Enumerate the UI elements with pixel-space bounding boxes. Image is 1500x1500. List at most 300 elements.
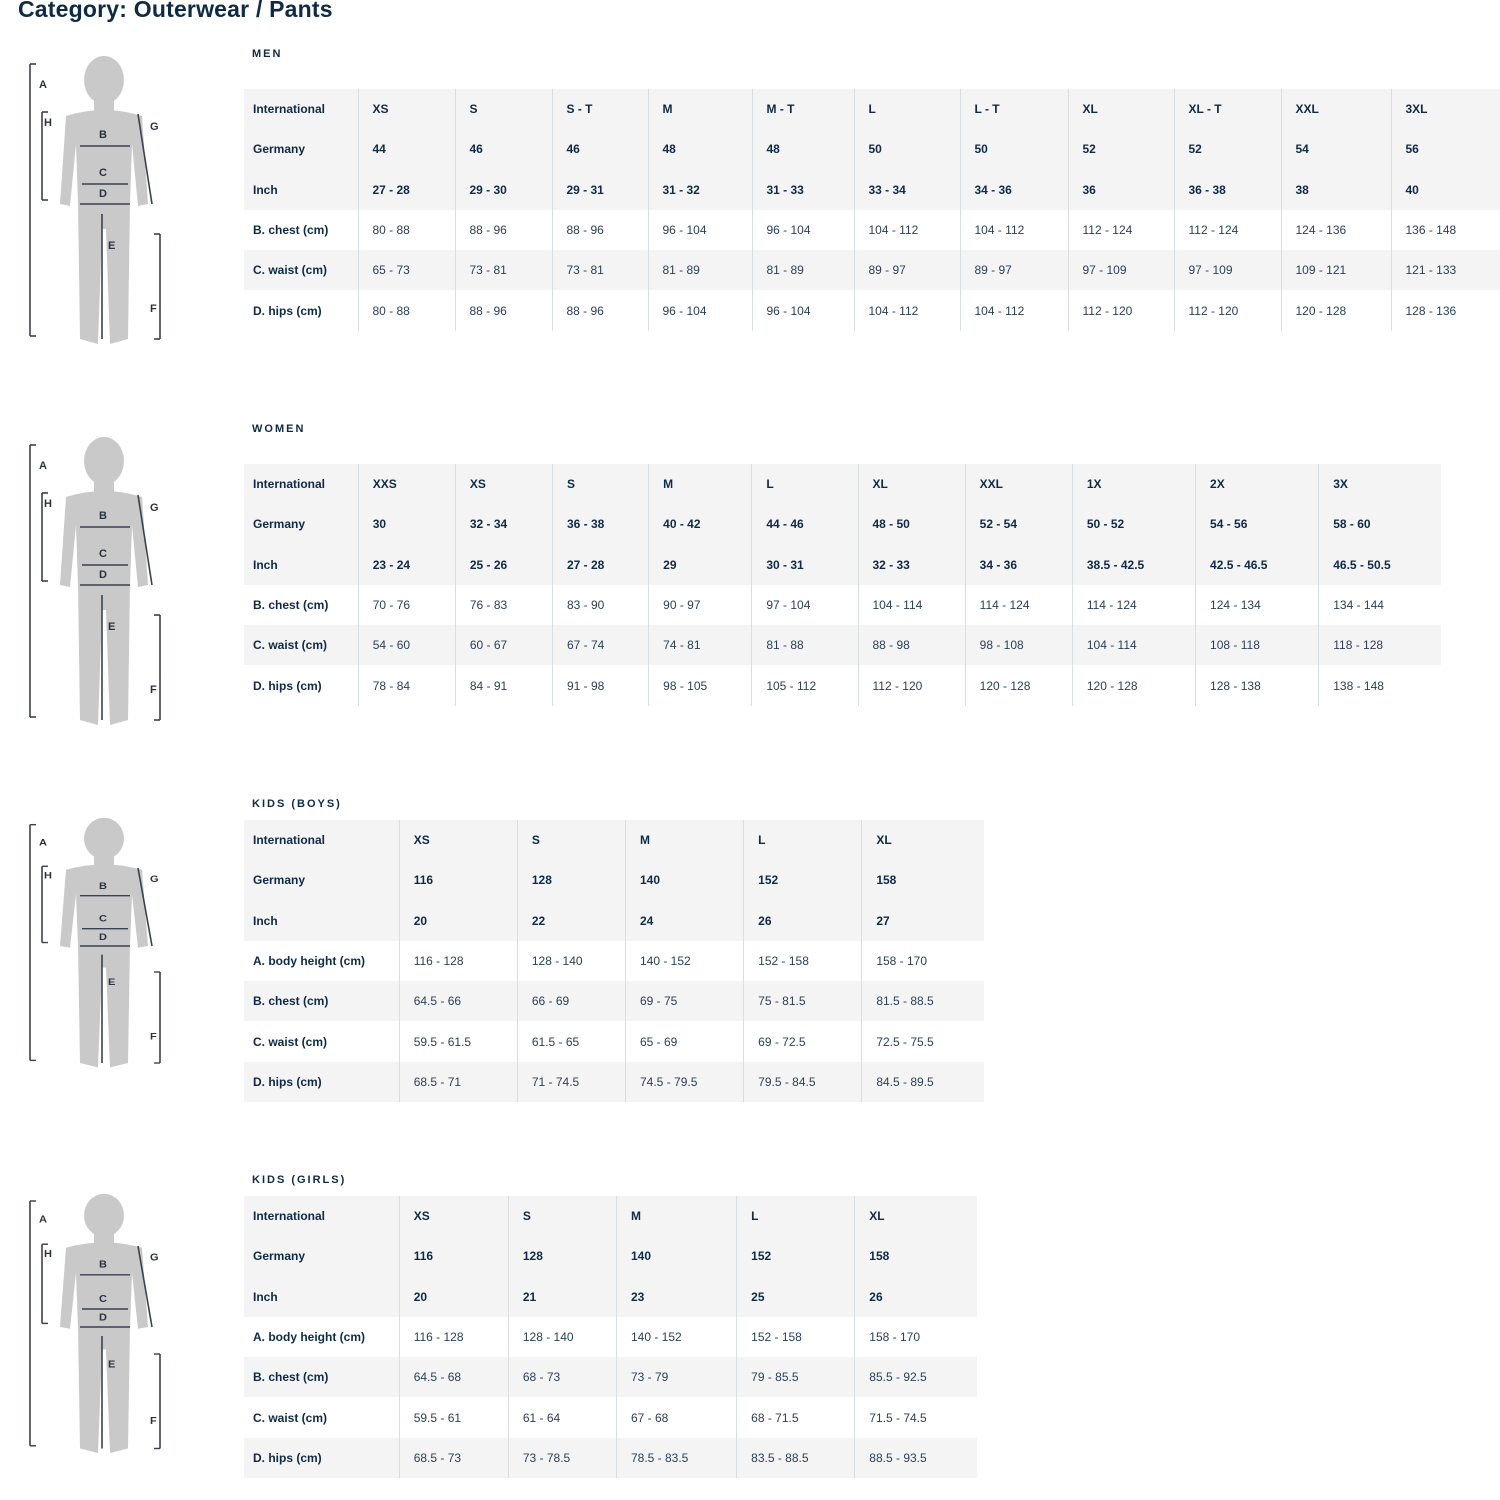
section-women	[0, 423, 1500, 733]
table-cell: 112 - 124	[1174, 210, 1281, 250]
table-cell: M	[626, 820, 744, 860]
table-cell: 88 - 96	[552, 210, 648, 250]
table-cell: 25	[737, 1277, 855, 1317]
figure-label-f: F	[150, 303, 157, 315]
figure-label-g: G	[150, 502, 159, 514]
table-cell: 112 - 120	[858, 665, 965, 705]
row-label: D. hips (cm)	[244, 1438, 399, 1478]
table-cell: 52	[1174, 129, 1281, 169]
table-cell: 36	[1068, 170, 1174, 210]
figure-label-h: H	[44, 498, 52, 510]
table-cell: 52	[1068, 129, 1174, 169]
table-cell: XL	[858, 464, 965, 504]
figure-label-c: C	[99, 1294, 107, 1305]
table-cell: 118 - 128	[1319, 625, 1441, 665]
row-label: Germany	[244, 504, 358, 544]
table-cell: 88 - 96	[552, 290, 648, 330]
table-cell: 158	[862, 860, 984, 900]
table-cell: 54 - 56	[1196, 504, 1319, 544]
table-cell: 120 - 128	[1281, 290, 1391, 330]
table-cell: 27 - 28	[358, 170, 455, 210]
row-label: B. chest (cm)	[244, 1357, 399, 1397]
table-cell: 136 - 148	[1391, 210, 1500, 250]
table-cell: 27 - 28	[553, 545, 649, 585]
table-cell: 2X	[1196, 464, 1319, 504]
table-cell: 68 - 73	[508, 1357, 616, 1397]
table-cell: 112 - 120	[1174, 290, 1281, 330]
table-cell: 64.5 - 66	[399, 981, 517, 1021]
table-cell: 44	[358, 129, 455, 169]
table-cell: 24	[626, 901, 744, 941]
table-cell: 158 - 170	[855, 1317, 977, 1357]
row-label: D. hips (cm)	[244, 665, 358, 705]
table-cell: 30	[358, 504, 455, 544]
table-cell: 3XL	[1391, 89, 1500, 129]
table-cell: 97 - 104	[752, 585, 858, 625]
row-label: D. hips (cm)	[244, 290, 358, 330]
table-cell: 42.5 - 46.5	[1196, 545, 1319, 585]
table-cell: 104 - 112	[960, 290, 1068, 330]
row-label: C. waist (cm)	[244, 1397, 399, 1437]
table-cell: 48	[752, 129, 854, 169]
table-cell: 1X	[1072, 464, 1195, 504]
table-cell: 65 - 73	[358, 250, 455, 290]
table-cell: 128	[517, 860, 625, 900]
figure-label-g: G	[150, 1252, 159, 1264]
table-cell: 64.5 - 68	[399, 1357, 508, 1397]
table-cell: 128 - 136	[1391, 290, 1500, 330]
table-cell: M	[616, 1196, 736, 1236]
table-cell: 54	[1281, 129, 1391, 169]
table-cell: 140 - 152	[626, 941, 744, 981]
table-cell: 38.5 - 42.5	[1072, 545, 1195, 585]
size-table-kids-girls	[244, 1196, 977, 1478]
table-row	[244, 129, 1500, 169]
table-cell: 81 - 88	[752, 625, 858, 665]
row-label: Inch	[244, 170, 358, 210]
table-cell: 29 - 31	[552, 170, 648, 210]
table-cell: 40	[1391, 170, 1500, 210]
size-table-kids-boys	[244, 820, 984, 1102]
table-cell: 114 - 124	[1072, 585, 1195, 625]
table-cell: 69 - 75	[626, 981, 744, 1021]
row-label: A. body height (cm)	[244, 1317, 399, 1357]
table-cell: XS	[358, 89, 455, 129]
table-cell: 104 - 114	[858, 585, 965, 625]
table-cell: 48	[648, 129, 752, 169]
table-cell: S	[508, 1196, 616, 1236]
table-cell: 71 - 74.5	[517, 1062, 625, 1102]
table-cell: 152	[737, 1236, 855, 1276]
table-cell: 26	[855, 1277, 977, 1317]
figure-label-a: A	[39, 79, 47, 91]
table-cell: 116 - 128	[399, 941, 517, 981]
table-cell: 83 - 90	[553, 585, 649, 625]
table-cell: 80 - 88	[358, 290, 455, 330]
table-cell: 74 - 81	[649, 625, 752, 665]
table-cell: 88.5 - 93.5	[855, 1438, 977, 1478]
table-cell: 61 - 64	[508, 1397, 616, 1437]
table-cell: 81 - 89	[648, 250, 752, 290]
table-row	[244, 545, 1441, 585]
table-cell: 36 - 38	[1174, 170, 1281, 210]
row-label: Inch	[244, 1277, 399, 1317]
table-cell: 138 - 148	[1319, 665, 1441, 705]
table-cell: XL	[862, 820, 984, 860]
table-cell: 140	[616, 1236, 736, 1276]
table-cell: 68.5 - 73	[399, 1438, 508, 1478]
row-label: D. hips (cm)	[244, 1062, 399, 1102]
table-cell: 108 - 118	[1196, 625, 1319, 665]
table-cell: 78.5 - 83.5	[616, 1438, 736, 1478]
table-cell: 46.5 - 50.5	[1319, 545, 1441, 585]
table-cell: 70 - 76	[358, 585, 455, 625]
figure-label-h: H	[44, 1249, 52, 1260]
table-cell: 105 - 112	[752, 665, 858, 705]
table-row	[244, 585, 1441, 625]
table-cell: 74.5 - 79.5	[626, 1062, 744, 1102]
table-cell: 116 - 128	[399, 1317, 508, 1357]
figure-label-d: D	[99, 188, 107, 200]
table-cell: 140 - 152	[616, 1317, 736, 1357]
table-cell: 31 - 32	[648, 170, 752, 210]
table-cell: 67 - 68	[616, 1397, 736, 1437]
table-row	[244, 290, 1500, 330]
table-cell: S	[455, 89, 552, 129]
table-cell: 140	[626, 860, 744, 900]
table-cell: 59.5 - 61	[399, 1397, 508, 1437]
table-row	[244, 1236, 977, 1276]
table-cell: L - T	[960, 89, 1068, 129]
table-cell: 128	[508, 1236, 616, 1276]
table-cell: L	[854, 89, 960, 129]
row-label: B. chest (cm)	[244, 585, 358, 625]
table-cell: 97 - 109	[1068, 250, 1174, 290]
figure-label-b: B	[99, 1260, 107, 1271]
table-cell: 50	[854, 129, 960, 169]
row-label: International	[244, 1196, 399, 1236]
size-table-men	[244, 89, 1500, 331]
table-cell: 128 - 140	[517, 941, 625, 981]
table-cell: XXL	[965, 464, 1072, 504]
body-silhouette-icon	[22, 54, 182, 354]
table-cell: 34 - 36	[960, 170, 1068, 210]
section-title: WOMEN	[252, 423, 306, 435]
figure-label-a: A	[39, 838, 47, 849]
figure-label-f: F	[150, 684, 157, 696]
figure-label-b: B	[99, 510, 107, 522]
figure-label-c: C	[99, 914, 107, 925]
table-row	[244, 665, 1441, 705]
table-row	[244, 1357, 977, 1397]
table-cell: 152 - 158	[744, 941, 862, 981]
table-cell: 25 - 26	[455, 545, 552, 585]
table-row	[244, 250, 1500, 290]
table-cell: 158 - 170	[862, 941, 984, 981]
row-label: C. waist (cm)	[244, 625, 358, 665]
table-cell: 67 - 74	[553, 625, 649, 665]
table-cell: S	[517, 820, 625, 860]
section-men	[0, 48, 1500, 358]
table-cell: XS	[455, 464, 552, 504]
table-cell: 91 - 98	[553, 665, 649, 705]
table-cell: 60 - 67	[455, 625, 552, 665]
table-cell: 72.5 - 75.5	[862, 1021, 984, 1061]
table-cell: 20	[399, 901, 517, 941]
table-cell: 61.5 - 65	[517, 1021, 625, 1061]
table-cell: 32 - 33	[858, 545, 965, 585]
row-label: C. waist (cm)	[244, 1021, 399, 1061]
table-cell: 114 - 124	[965, 585, 1072, 625]
table-cell: S	[553, 464, 649, 504]
body-measurement-figure	[22, 54, 182, 354]
table-cell: 23	[616, 1277, 736, 1317]
table-cell: 89 - 97	[854, 250, 960, 290]
figure-label-h: H	[44, 117, 52, 129]
size-table-women	[244, 464, 1441, 706]
table-cell: 30 - 31	[752, 545, 858, 585]
table-cell: L	[752, 464, 858, 504]
table-row	[244, 210, 1500, 250]
table-cell: 73 - 79	[616, 1357, 736, 1397]
table-cell: 124 - 136	[1281, 210, 1391, 250]
table-cell: 104 - 112	[960, 210, 1068, 250]
row-label: International	[244, 464, 358, 504]
figure-label-f: F	[150, 1032, 157, 1043]
row-label: Germany	[244, 1236, 399, 1276]
table-row	[244, 1196, 977, 1236]
table-cell: XL	[855, 1196, 977, 1236]
figure-label-h: H	[44, 870, 52, 882]
table-cell: 83.5 - 88.5	[737, 1438, 855, 1478]
table-row	[244, 901, 984, 941]
table-cell: 31 - 33	[752, 170, 854, 210]
table-cell: 84 - 91	[455, 665, 552, 705]
table-row	[244, 981, 984, 1021]
table-cell: 104 - 112	[854, 290, 960, 330]
table-cell: 48 - 50	[858, 504, 965, 544]
row-label: Inch	[244, 545, 358, 585]
table-cell: 121 - 133	[1391, 250, 1500, 290]
table-cell: 46	[455, 129, 552, 169]
table-cell: S - T	[552, 89, 648, 129]
table-cell: 73 - 81	[455, 250, 552, 290]
table-cell: 104 - 112	[854, 210, 960, 250]
table-cell: 158	[855, 1236, 977, 1276]
table-row	[244, 170, 1500, 210]
table-cell: 23 - 24	[358, 545, 455, 585]
table-cell: 120 - 128	[1072, 665, 1195, 705]
table-cell: L	[744, 820, 862, 860]
table-cell: 89 - 97	[960, 250, 1068, 290]
table-cell: XS	[399, 820, 517, 860]
table-cell: 26	[744, 901, 862, 941]
row-label: International	[244, 89, 358, 129]
table-cell: 128 - 138	[1196, 665, 1319, 705]
row-label: Germany	[244, 860, 399, 900]
table-cell: 33 - 34	[854, 170, 960, 210]
table-row	[244, 625, 1441, 665]
table-cell: 46	[552, 129, 648, 169]
table-cell: 85.5 - 92.5	[855, 1357, 977, 1397]
table-cell: M - T	[752, 89, 854, 129]
figure-label-a: A	[39, 460, 47, 472]
figure-label-g: G	[150, 121, 159, 133]
body-measurement-figure	[22, 1192, 182, 1462]
table-cell: 76 - 83	[455, 585, 552, 625]
row-label: B. chest (cm)	[244, 210, 358, 250]
table-cell: 98 - 105	[649, 665, 752, 705]
figure-label-d: D	[99, 569, 107, 581]
row-label: B. chest (cm)	[244, 981, 399, 1021]
table-cell: 44 - 46	[752, 504, 858, 544]
table-row	[244, 860, 984, 900]
table-cell: 96 - 104	[752, 210, 854, 250]
table-cell: 81.5 - 88.5	[862, 981, 984, 1021]
table-cell: 79 - 85.5	[737, 1357, 855, 1397]
table-cell: 36 - 38	[553, 504, 649, 544]
figure-label-b: B	[99, 129, 107, 141]
table-cell: 98 - 108	[965, 625, 1072, 665]
figure-label-b: B	[99, 881, 107, 892]
table-cell: 20	[399, 1277, 508, 1317]
figure-label-d: D	[99, 932, 107, 943]
table-row	[244, 1277, 977, 1317]
table-cell: 21	[508, 1277, 616, 1317]
table-row	[244, 941, 984, 981]
figure-label-g: G	[150, 874, 159, 885]
row-label: Inch	[244, 901, 399, 941]
table-row	[244, 1397, 977, 1437]
figure-label-e: E	[108, 240, 116, 252]
table-row	[244, 1062, 984, 1102]
figure-label-d: D	[99, 1313, 107, 1324]
table-cell: 88 - 96	[455, 210, 552, 250]
section-kids-boys	[0, 798, 1500, 1108]
row-label: Germany	[244, 129, 358, 169]
table-cell: 152 - 158	[737, 1317, 855, 1357]
body-measurement-figure	[22, 435, 182, 735]
table-row	[244, 1438, 977, 1478]
table-cell: 75 - 81.5	[744, 981, 862, 1021]
table-cell: 34 - 36	[965, 545, 1072, 585]
table-cell: 73 - 78.5	[508, 1438, 616, 1478]
table-cell: 116	[399, 1236, 508, 1276]
figure-label-e: E	[108, 1359, 116, 1371]
page-title: Category: Outerwear / Pants	[18, 0, 333, 22]
table-cell: 112 - 124	[1068, 210, 1174, 250]
row-label: A. body height (cm)	[244, 941, 399, 981]
section-kids-girls	[0, 1174, 1500, 1484]
table-cell: 32 - 34	[455, 504, 552, 544]
section-title: MEN	[252, 48, 283, 60]
table-cell: XL	[1068, 89, 1174, 129]
table-cell: 84.5 - 89.5	[862, 1062, 984, 1102]
table-cell: 38	[1281, 170, 1391, 210]
table-cell: 59.5 - 61.5	[399, 1021, 517, 1061]
table-cell: 29 - 30	[455, 170, 552, 210]
table-cell: 65 - 69	[626, 1021, 744, 1061]
figure-label-f: F	[150, 1416, 157, 1428]
table-cell: 120 - 128	[965, 665, 1072, 705]
table-cell: 96 - 104	[648, 210, 752, 250]
body-silhouette-icon	[22, 816, 182, 1076]
figure-label-e: E	[108, 977, 116, 988]
table-cell: 80 - 88	[358, 210, 455, 250]
table-cell: 56	[1391, 129, 1500, 169]
table-cell: M	[648, 89, 752, 129]
table-cell: 22	[517, 901, 625, 941]
body-silhouette-icon	[22, 435, 182, 735]
table-cell: L	[737, 1196, 855, 1236]
figure-label-e: E	[108, 621, 116, 633]
table-cell: 69 - 72.5	[744, 1021, 862, 1061]
table-cell: 124 - 134	[1196, 585, 1319, 625]
table-row	[244, 504, 1441, 544]
table-row	[244, 820, 984, 860]
table-cell: 78 - 84	[358, 665, 455, 705]
table-cell: 90 - 97	[649, 585, 752, 625]
figure-label-a: A	[39, 1215, 47, 1226]
table-cell: 40 - 42	[649, 504, 752, 544]
table-cell: XXS	[358, 464, 455, 504]
table-cell: 54 - 60	[358, 625, 455, 665]
table-cell: 52 - 54	[965, 504, 1072, 544]
body-measurement-figure	[22, 816, 182, 1076]
table-cell: XXL	[1281, 89, 1391, 129]
table-cell: 58 - 60	[1319, 504, 1441, 544]
table-cell: 27	[862, 901, 984, 941]
table-cell: 109 - 121	[1281, 250, 1391, 290]
table-cell: 104 - 114	[1072, 625, 1195, 665]
row-label: International	[244, 820, 399, 860]
table-cell: 96 - 104	[648, 290, 752, 330]
table-cell: 116	[399, 860, 517, 900]
table-cell: 88 - 96	[455, 290, 552, 330]
table-cell: 79.5 - 84.5	[744, 1062, 862, 1102]
table-cell: M	[649, 464, 752, 504]
table-cell: 71.5 - 74.5	[855, 1397, 977, 1437]
table-cell: 134 - 144	[1319, 585, 1441, 625]
table-row	[244, 1021, 984, 1061]
table-cell: 66 - 69	[517, 981, 625, 1021]
section-title: KIDS (BOYS)	[252, 798, 342, 810]
table-cell: 96 - 104	[752, 290, 854, 330]
table-row	[244, 89, 1500, 129]
table-cell: 68.5 - 71	[399, 1062, 517, 1102]
body-silhouette-icon	[22, 1192, 182, 1462]
table-cell: 88 - 98	[858, 625, 965, 665]
section-title: KIDS (GIRLS)	[252, 1174, 347, 1186]
table-cell: 152	[744, 860, 862, 900]
table-row	[244, 1317, 977, 1357]
table-cell: 73 - 81	[552, 250, 648, 290]
table-cell: XL - T	[1174, 89, 1281, 129]
figure-label-c: C	[99, 548, 107, 560]
table-cell: XS	[399, 1196, 508, 1236]
row-label: C. waist (cm)	[244, 250, 358, 290]
table-cell: 68 - 71.5	[737, 1397, 855, 1437]
table-cell: 97 - 109	[1174, 250, 1281, 290]
table-cell: 128 - 140	[508, 1317, 616, 1357]
figure-label-c: C	[99, 167, 107, 179]
table-cell: 29	[649, 545, 752, 585]
table-cell: 50	[960, 129, 1068, 169]
table-cell: 50 - 52	[1072, 504, 1195, 544]
table-row	[244, 464, 1441, 504]
table-cell: 112 - 120	[1068, 290, 1174, 330]
table-cell: 81 - 89	[752, 250, 854, 290]
